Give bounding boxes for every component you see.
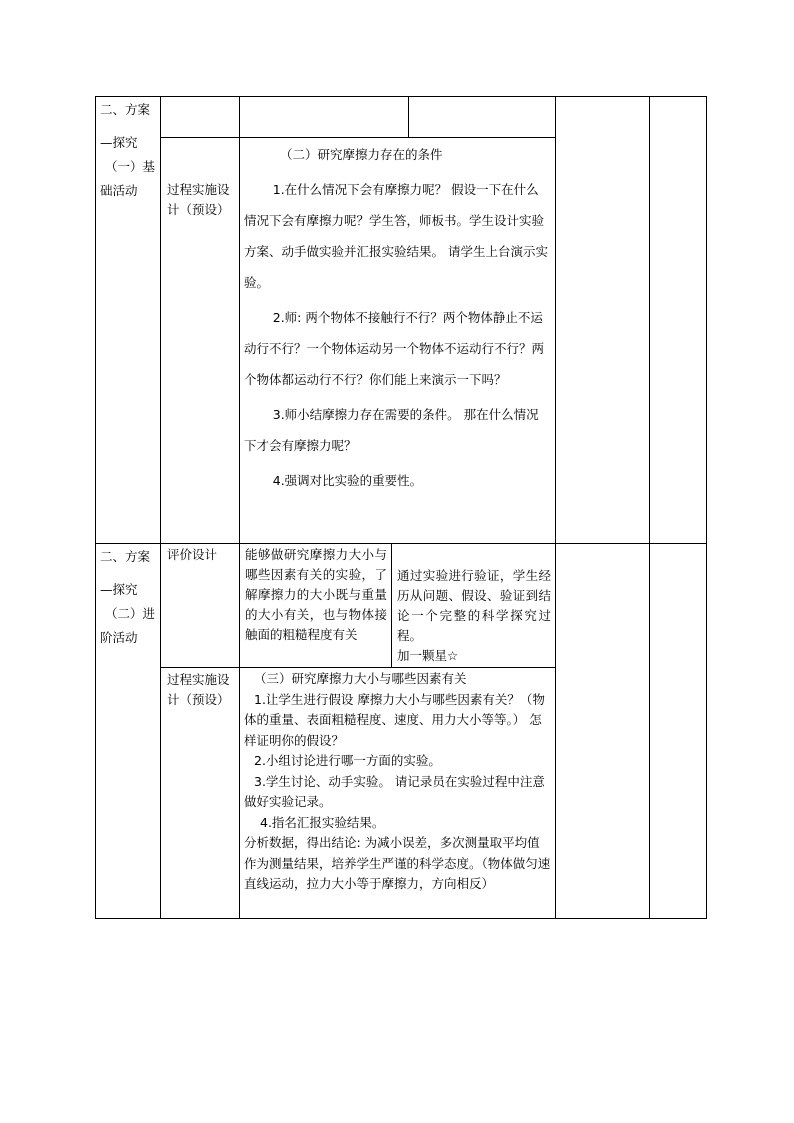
- section1-para-4: 4.强调对比实验的重要性。: [272, 473, 423, 488]
- section1-para-2: 2.师: 两个物体不接触行不行？两个物体静止不运动行不行？一个物体运动另一个物体不运动行不行？两个物体都运动行不行？你们能上来演示一下吗？: [244, 310, 545, 387]
- section1-para-3: 3.师小结摩擦力存在需要的条件。 那在什么情况下才会有摩擦力呢？: [244, 407, 539, 453]
- section2-label: [100, 545, 160, 650]
- rule-v1: [160, 96, 161, 919]
- rule-v5: [649, 96, 650, 919]
- rule-sub-top: [160, 137, 555, 138]
- rule-v6: [706, 96, 707, 919]
- rule-v2: [239, 96, 240, 919]
- section2-label-line1: 二、方案: [100, 549, 151, 564]
- section2-line-2: 2.小组讨论进行哪一方面的实验。: [254, 753, 441, 768]
- section2-line-3: 3.学生讨论、动手实验。 请记录员在实验过程中注意做好实验记录。: [244, 773, 545, 809]
- rule-v4: [555, 96, 556, 919]
- section1-label: [100, 98, 160, 203]
- section1-title: （二）研究摩擦力存在的条件: [280, 147, 443, 162]
- eval-star: 加一颗星☆: [397, 648, 459, 663]
- section2-label-line4: 阶活动: [100, 630, 138, 645]
- section2-title: （三）研究摩擦力大小与哪些因素有关: [254, 671, 467, 686]
- section2-line-1: 1.让学生进行假设 摩擦力大小与哪些因素有关？（物体的重量、表面粗糙程度、速度、用力大小等等。） 怎样证明你的假设？: [244, 691, 545, 748]
- rule-v3a: [408, 96, 409, 138]
- section1-label-line2: —探究: [100, 135, 138, 150]
- section1-para-1: 1.在什么情况下会有摩擦力呢？ 假设一下在什么情况下会有摩擦力呢？学生答，师板书。学生设计实验方案、动手做实验并汇报实验结果。 请学生上台演示实验。: [244, 182, 548, 290]
- section1-sub-label: 过程实施设计（预设）: [167, 182, 230, 217]
- rule-bottom: [95, 918, 707, 919]
- rule-v0: [95, 96, 96, 919]
- eval-left-text: 能够做研究摩擦力大小与哪些因素有关的实验，了解摩擦力的大小既与重量的大小有关，也与物体接触面的粗糙程度有关: [245, 547, 387, 642]
- section2-label-line3: （二）进: [105, 606, 156, 621]
- section2-line-4: 4.指名汇报实验结果。: [260, 814, 385, 830]
- rule-eval-bottom: [160, 667, 555, 668]
- section2-line-5: 分析数据，得出结论: 为减小误差，多次测量取平均值作为测量结果，培养学生严谨的科学态度。（物体做匀速直线运动，拉力大小等于摩擦力，方向相反）: [244, 835, 551, 891]
- section2-sub-label: 过程实施设计（预设）: [167, 672, 230, 707]
- section1-label-line4: 础活动: [100, 183, 138, 198]
- rule-section-split: [95, 543, 707, 544]
- section1-content: [244, 144, 550, 496]
- section2-label-line2: —探究: [100, 582, 138, 597]
- section1-label-line1: 二、方案: [100, 102, 151, 117]
- eval-right: [397, 566, 551, 666]
- eval-right-text: 通过实验进行验证，学生经历从问题、假设、验证到结论一个完整的科学探究过程。: [397, 568, 551, 643]
- eval-label: 评价设计: [167, 547, 218, 562]
- section1-label-line3: （一）基: [105, 159, 156, 174]
- rule-top: [95, 96, 707, 97]
- section2-content: [244, 669, 552, 895]
- rule-v3b: [391, 543, 392, 668]
